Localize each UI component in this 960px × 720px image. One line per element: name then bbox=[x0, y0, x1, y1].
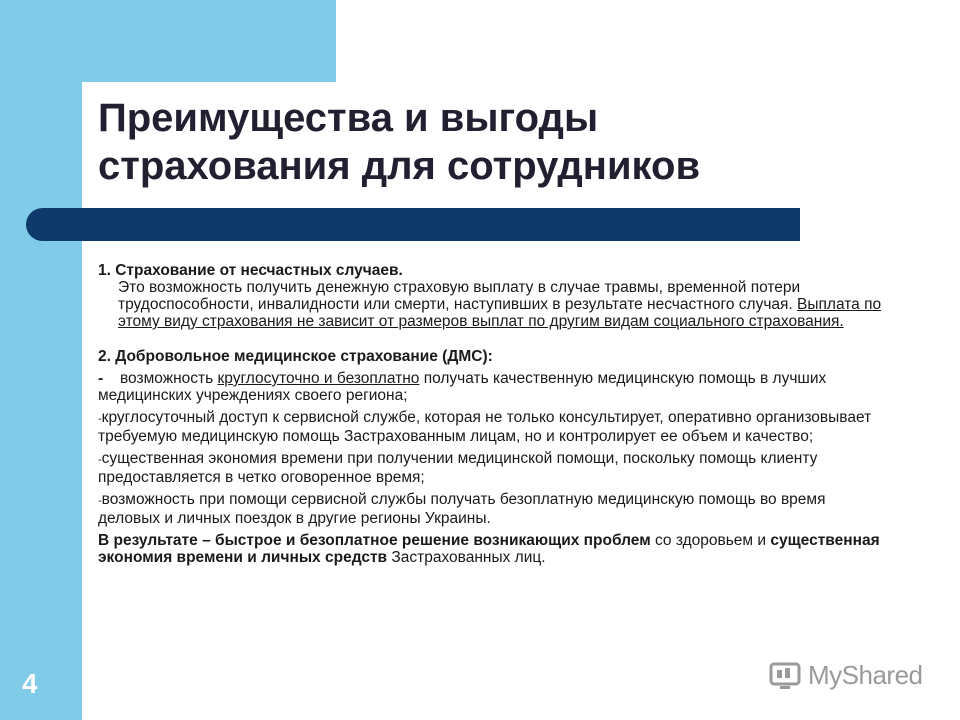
item1-before: возможность bbox=[120, 370, 218, 387]
section2-item-3 bbox=[98, 450, 888, 486]
slide-body bbox=[98, 262, 888, 566]
section2-result bbox=[98, 532, 888, 566]
item4-dash: - bbox=[98, 495, 102, 507]
item3-dash: - bbox=[98, 454, 102, 466]
item3-text: существенная экономия времени при получении медицинской помощи, поскольку помощь клиенту предоставляется в четко оговоренное время; bbox=[98, 450, 818, 486]
result-text-2: Застрахованных лиц. bbox=[387, 549, 546, 566]
slide-number: 4 bbox=[22, 668, 38, 699]
section1-heading: 1. Страхование от несчастных случаев. bbox=[98, 262, 403, 279]
item4-text: возможность при помощи сервисной службы получать безоплатную медицинскую помощь во время деловых и личных поездок в другие регионы Украины. bbox=[98, 491, 826, 527]
item1-dash: - bbox=[98, 370, 104, 387]
item1-underlined: круглосуточно и безоплатно bbox=[217, 370, 420, 387]
myshared-watermark bbox=[768, 657, 923, 693]
section2-heading: 2. Добровольное медицинское страхование (ДМС): bbox=[98, 348, 493, 365]
title-underline-bar bbox=[26, 208, 800, 241]
item2-dash: - bbox=[98, 413, 102, 425]
top-accent-block bbox=[0, 0, 336, 82]
result-bold-1: В результате – быстрое и безоплатное решение возникающих проблем bbox=[98, 532, 651, 549]
title-line-2: страхования для сотрудников bbox=[98, 144, 701, 188]
slide-title bbox=[98, 94, 858, 190]
item2-text: круглосуточный доступ к сервисной службе, которая не только консультирует, оперативно организовывает требуемую медицинскую помощь Застрахованным лицам, но и контролирует ее объем и качество; bbox=[98, 409, 872, 445]
watermark-text: MyShared bbox=[808, 659, 923, 690]
result-bold-2: существенная экономия времени и личных средств bbox=[98, 532, 880, 566]
title-line-1: Преимущества и выгоды bbox=[98, 96, 599, 140]
section2-item-1 bbox=[98, 370, 888, 404]
section2-item-2 bbox=[98, 409, 888, 445]
section1-underlined: Выплата по этому виду страхования не зависит от размеров выплат по другим видам социального страхования. bbox=[118, 296, 882, 330]
myshared-logo-icon bbox=[768, 658, 802, 692]
section2-item-4 bbox=[98, 491, 888, 527]
item1-after: получать качественную медицинскую помощь в лучших медицинских учреждениях своего региона; bbox=[98, 370, 827, 404]
section1-text bbox=[98, 279, 888, 330]
section1-body: Это возможность получить денежную страховую выплату в случае травмы, временной потери трудоспособности, инвалидности или смерти, наступивших в результате несчастного случая. bbox=[118, 279, 801, 313]
result-text-1: со здоровьем и bbox=[650, 532, 771, 549]
left-accent-bar bbox=[0, 0, 82, 720]
